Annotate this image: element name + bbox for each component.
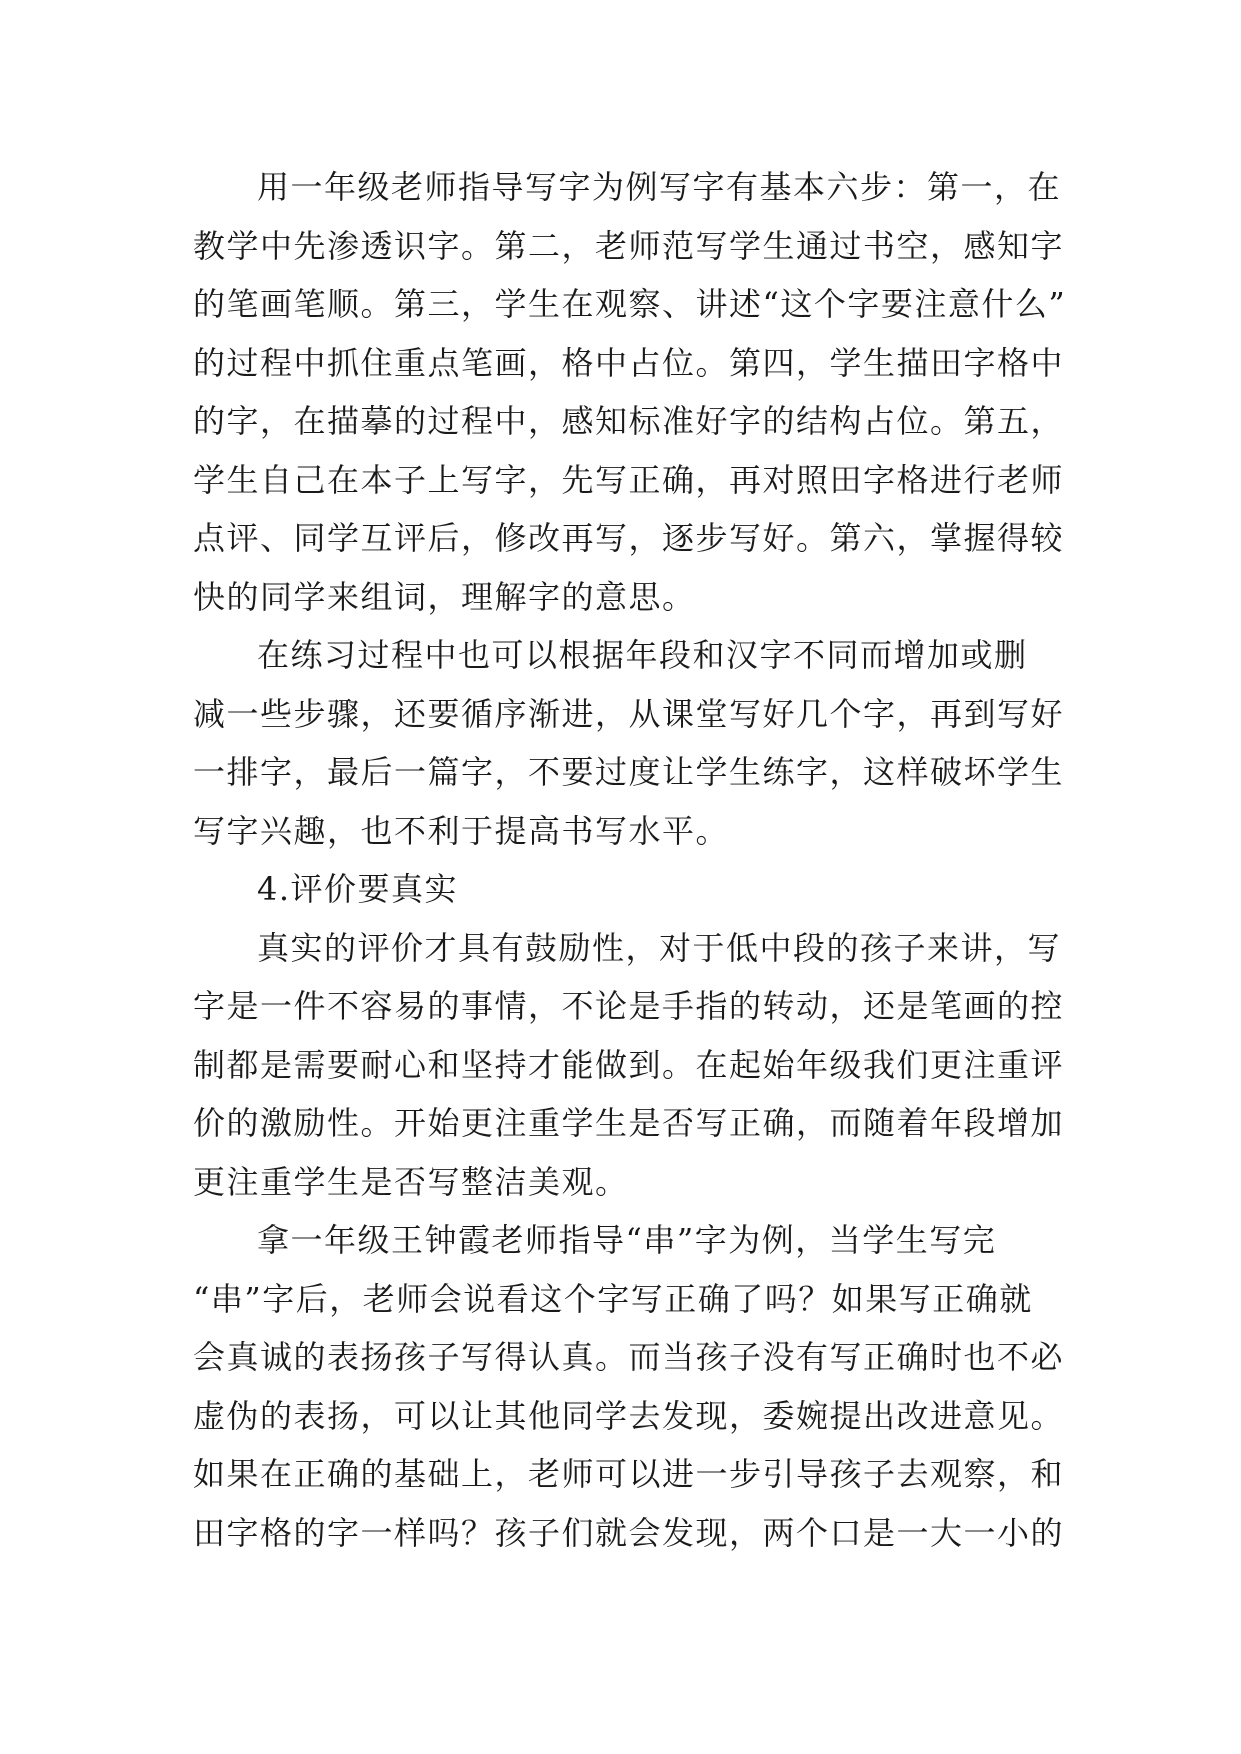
body-text [193,158,1067,1562]
text-line: 更注重学生是否写整洁美观。 [193,1162,629,1201]
section-heading: 4.评价要真实 [257,870,459,908]
text-line: 点评、同学互评后，修改再写，逐步写好。第六，掌握得较 [193,519,1065,557]
text-line: 田字格的字一样吗？孩子们就会发现，两个口是一大一小的 [193,1513,1065,1552]
text-line: 用一年级老师指导写字为例写字有基本六步：第一，在 [257,168,1062,206]
text-line: 一排字，最后一篇字，不要过度让学生练字，这样破坏学生 [193,753,1065,791]
text-line: 的字，在描摹的过程中，感知标准好字的结构占位。第五， [193,402,1065,440]
text-line: 如果在正确的基础上，老师可以进一步引导孩子去观察，和 [193,1455,1065,1493]
text-line: 拿一年级王钟霞老师指导“串”字为例，当学生写完 [257,1221,997,1259]
text-line: 减一些步骤，还要循序渐进，从课堂写好几个字，再到写好 [193,694,1065,733]
text-line: 快的同学来组词，理解字的意思。 [193,577,696,616]
text-line: 在练习过程中也可以根据年段和汉字不同而增加或删 [257,636,1028,674]
text-line: 学生自己在本子上写字，先写正确，再对照田字格进行老师 [193,460,1065,499]
text-line: 虚伪的表扬，可以让其他同学去发现，委婉提出改进意见。 [193,1396,1065,1435]
text-line: 真实的评价才具有鼓励性，对于低中段的孩子来讲，写 [257,928,1062,967]
text-line: 字是一件不容易的事情，不论是手指的转动，还是笔画的控 [193,987,1065,1025]
text-line: 制都是需要耐心和坚持才能做到。在起始年级我们更注重评 [193,1045,1065,1084]
text-line: 的笔画笔顺。第三，学生在观察、讲述“这个字要注意什么” [193,285,1067,323]
text-line: 价的激励性。开始更注重学生是否写正确，而随着年段增加 [193,1104,1065,1142]
text-line: “串”字后，老师会说看这个字写正确了吗？如果写正确就 [193,1279,1033,1318]
text-line: 写字兴趣，也不利于提高书写水平。 [193,811,730,850]
text-line: 会真诚的表扬孩子写得认真。而当孩子没有写正确时也不必 [193,1338,1065,1376]
text-line: 教学中先渗透识字。第二，老师范写学生通过书空，感知字 [193,226,1065,265]
text-line: 的过程中抓住重点笔画，格中占位。第四，学生描田字格中 [193,343,1065,382]
